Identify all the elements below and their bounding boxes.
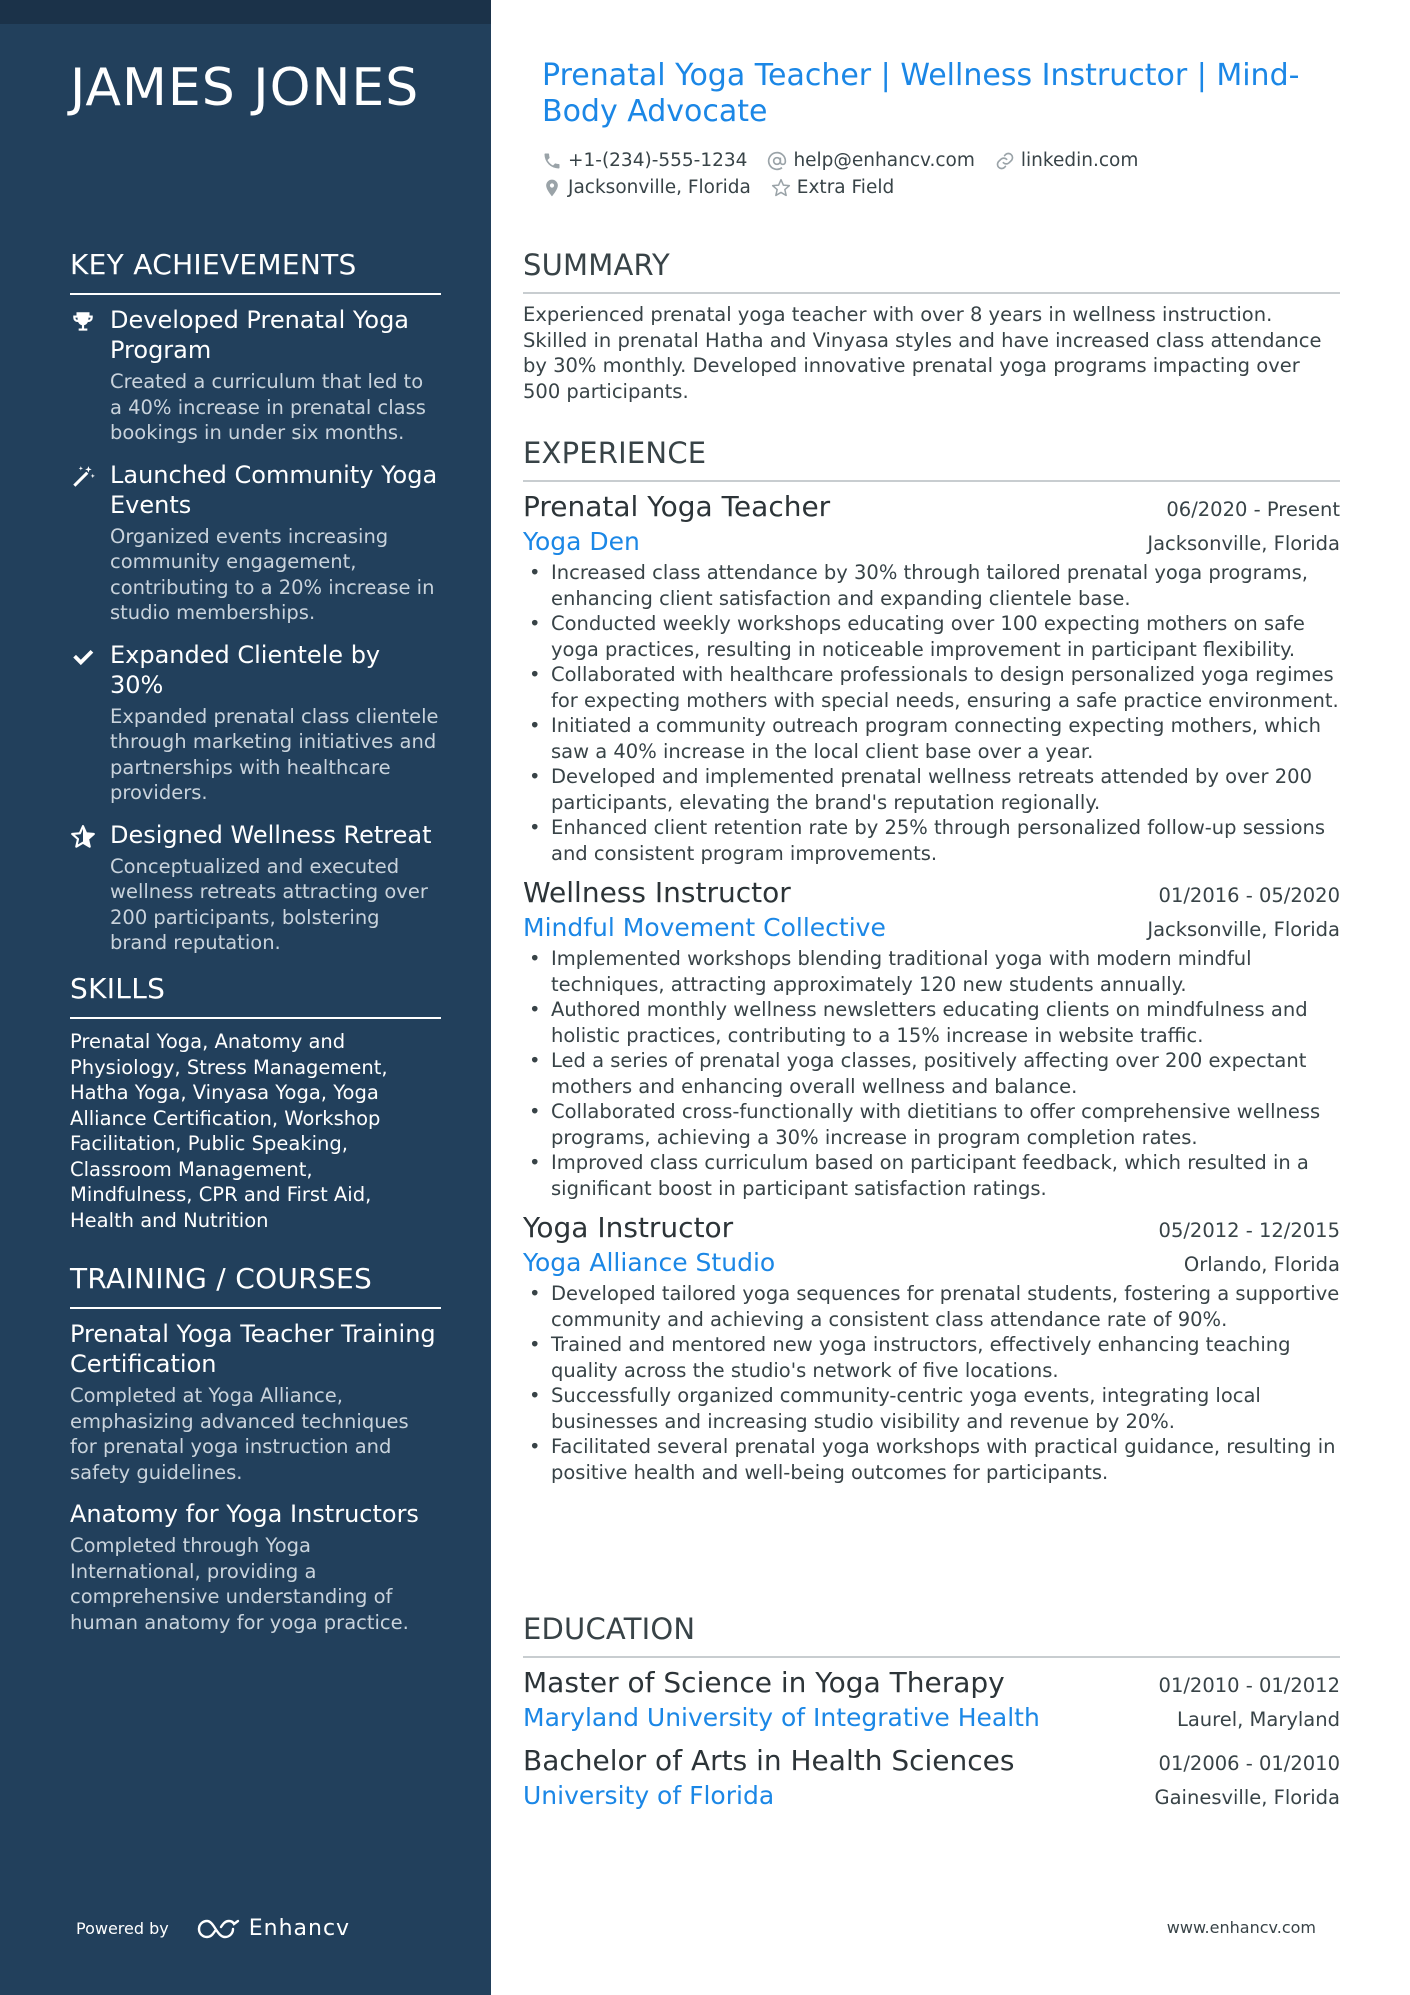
experience-section bbox=[523, 436, 1340, 1495]
course-desc: Completed at Yoga Alliance, emphasizing advanced techniques for prenatal yoga instruction and safety guidelines. bbox=[70, 1384, 409, 1484]
degree: Bachelor of Arts in Health Sciences bbox=[523, 1744, 1015, 1777]
training-title: TRAINING / COURSES bbox=[70, 1262, 441, 1309]
achievement-item bbox=[70, 820, 441, 956]
linkedin-text: linkedin.com bbox=[1020, 150, 1139, 171]
job-dates: 05/2012 - 12/2015 bbox=[1158, 1219, 1340, 1242]
achievement-title: Developed Prenatal Yoga Program bbox=[110, 306, 410, 364]
job-bullets bbox=[523, 946, 1340, 1201]
job-bullet: • Collaborated cross-functionally with dietitians to offer comprehensive wellness programs, achieving a 30% increase in program completion rates. bbox=[523, 1099, 1340, 1150]
enhancv-logo[interactable] bbox=[195, 1916, 350, 1941]
contact-row-1 bbox=[542, 150, 1138, 171]
job-bullet: • Collaborated with healthcare professionals to design personalized yoga regimes for expecting mothers with special needs, ensuring a safe practice environment. bbox=[523, 662, 1340, 713]
job-entry bbox=[523, 1211, 1340, 1485]
enhancv-logo-icon bbox=[195, 1917, 241, 1941]
key-achievements-section bbox=[70, 248, 441, 970]
contact-location bbox=[542, 177, 751, 198]
job-bullet: • Facilitated several prenatal yoga workshops with practical guidance, resulting in positive health and well-being outcomes for participants. bbox=[523, 1434, 1340, 1485]
education-entry bbox=[523, 1666, 1340, 1732]
phone-text: +1-(234)-555-1234 bbox=[568, 150, 748, 171]
contact-linkedin[interactable] bbox=[995, 150, 1138, 171]
checkmark-icon bbox=[70, 644, 96, 670]
job-bullet: • Increased class attendance by 30% through tailored prenatal yoga programs, enhancing client satisfaction and expanding clientele base. bbox=[523, 560, 1340, 611]
achievement-item bbox=[70, 460, 441, 626]
achievement-title: Designed Wellness Retreat bbox=[110, 820, 432, 849]
education-title: EDUCATION bbox=[523, 1612, 1340, 1658]
footer-url[interactable]: www.enhancv.com bbox=[1166, 1918, 1316, 1937]
summary-section bbox=[523, 248, 1340, 404]
job-title: Yoga Instructor bbox=[523, 1211, 734, 1244]
course-desc: Completed through Yoga International, providing a comprehensive understanding of human anatomy for yoga practice. bbox=[70, 1534, 409, 1634]
job-location: Orlando, Florida bbox=[1183, 1253, 1340, 1276]
edu-dates: 01/2006 - 01/2010 bbox=[1158, 1752, 1340, 1775]
achievement-desc: Conceptualized and executed wellness retreats attracting over 200 participants, bolstering brand reputation. bbox=[110, 854, 428, 954]
job-dates: 01/2016 - 05/2020 bbox=[1158, 884, 1340, 907]
skills-section bbox=[70, 972, 441, 1233]
edu-location: Gainesville, Florida bbox=[1154, 1786, 1340, 1809]
training-section bbox=[70, 1262, 441, 1649]
job-company: Yoga Alliance Studio bbox=[523, 1248, 776, 1277]
job-bullets bbox=[523, 1281, 1340, 1485]
job-bullet: • Trained and mentored new yoga instructors, effectively enhancing teaching quality across the studio's network of five locations. bbox=[523, 1332, 1340, 1383]
job-bullet: • Implemented workshops blending traditional yoga with modern mindful techniques, attracting approximately 120 new students annually. bbox=[523, 946, 1340, 997]
achievement-desc: Organized events increasing community engagement, contributing to a 20% increase in studio memberships. bbox=[110, 524, 435, 624]
achievement-item bbox=[70, 640, 441, 806]
course-title: Anatomy for Yoga Instructors bbox=[70, 1500, 419, 1528]
experience-title: EXPERIENCE bbox=[523, 436, 1340, 482]
job-bullet: • Developed tailored yoga sequences for prenatal students, fostering a supportive community and achieving a consistent class attendance rate of 90%. bbox=[523, 1281, 1340, 1332]
achievement-desc: Created a curriculum that led to a 40% increase in prenatal class bookings in under six months. bbox=[110, 370, 426, 444]
school: University of Florida bbox=[523, 1781, 775, 1810]
job-bullet: • Led a series of prenatal yoga classes, positively affecting over 200 expectant mothers and enhancing overall wellness and balance. bbox=[523, 1048, 1340, 1099]
education-entry bbox=[523, 1744, 1340, 1810]
course-title: Prenatal Yoga Teacher Training Certification bbox=[70, 1320, 436, 1378]
extra-text: Extra Field bbox=[796, 177, 895, 198]
degree: Master of Science in Yoga Therapy bbox=[523, 1666, 1005, 1699]
edu-dates: 01/2010 - 01/2012 bbox=[1158, 1674, 1340, 1697]
powered-by bbox=[76, 1916, 350, 1941]
location-text: Jacksonville, Florida bbox=[568, 177, 751, 198]
course-item bbox=[70, 1319, 441, 1485]
enhancv-brand: Enhancv bbox=[248, 1916, 351, 1941]
location-pin-icon bbox=[542, 178, 562, 198]
contact-email[interactable] bbox=[767, 150, 974, 171]
job-bullet: • Initiated a community outreach program connecting expecting mothers, which saw a 40% increase in the local client base over a year. bbox=[523, 713, 1340, 764]
job-location: Jacksonville, Florida bbox=[1147, 918, 1340, 941]
achievement-title: Launched Community Yoga Events bbox=[110, 460, 438, 519]
candidate-name: JAMES JONES bbox=[70, 58, 420, 118]
job-bullets bbox=[523, 560, 1340, 866]
contact-row-2 bbox=[542, 177, 894, 198]
summary-text: Experienced prenatal yoga teacher with over 8 years in wellness instruction. Skilled in prenatal Hatha and Vinyasa styles and have increased class attendance by 30% monthly. Developed innovative prenatal yoga programs impacting over 500 participants. bbox=[523, 303, 1322, 403]
job-bullet: • Developed and implemented prenatal wellness retreats attended by over 200 participants, elevating the brand's reputation regionally. bbox=[523, 764, 1340, 815]
at-sign-icon bbox=[767, 151, 787, 171]
sidebar bbox=[0, 0, 491, 1995]
job-title: Wellness Instructor bbox=[523, 876, 791, 909]
skills-title: SKILLS bbox=[70, 972, 441, 1019]
job-dates: 06/2020 - Present bbox=[1166, 498, 1340, 521]
phone-icon bbox=[542, 151, 562, 171]
job-bullet: • Successfully organized community-centric yoga events, integrating local businesses and increasing studio visibility and revenue by 20%. bbox=[523, 1383, 1340, 1434]
job-entry bbox=[523, 876, 1340, 1201]
sidebar-top-strip bbox=[0, 0, 491, 24]
contact-phone[interactable] bbox=[542, 150, 747, 171]
link-icon bbox=[995, 151, 1015, 171]
job-bullet: • Authored monthly wellness newsletters educating clients on mindfulness and holistic practices, contributing to a 15% increase in website traffic. bbox=[523, 997, 1340, 1048]
key-achievements-title: KEY ACHIEVEMENTS bbox=[70, 248, 441, 295]
achievement-title: Expanded Clientele by 30% bbox=[110, 640, 381, 699]
headline: Prenatal Yoga Teacher | Wellness Instructor | Mind-Body Advocate bbox=[542, 58, 1300, 129]
school: Maryland University of Integrative Health bbox=[523, 1703, 1040, 1732]
star-icon bbox=[70, 824, 96, 850]
magic-wand-icon bbox=[70, 464, 96, 490]
job-entry bbox=[523, 490, 1340, 866]
job-bullet: • Improved class curriculum based on participant feedback, which resulted in a significant boost in participant satisfaction ratings. bbox=[523, 1150, 1340, 1201]
edu-location: Laurel, Maryland bbox=[1176, 1708, 1340, 1731]
job-bullet: • Conducted weekly workshops educating over 100 expecting mothers on safe yoga practices, resulting in noticeable improvement in participant flexibility. bbox=[523, 611, 1340, 662]
education-section bbox=[523, 1612, 1340, 1822]
job-company: Yoga Den bbox=[523, 527, 640, 556]
job-company: Mindful Movement Collective bbox=[523, 913, 886, 942]
job-bullet: • Enhanced client retention rate by 25% through personalized follow-up sessions and consistent program improvements. bbox=[523, 815, 1340, 866]
star-outline-icon bbox=[771, 178, 791, 198]
course-item bbox=[70, 1499, 441, 1635]
summary-title: SUMMARY bbox=[523, 248, 1340, 294]
trophy-icon bbox=[70, 309, 96, 335]
achievement-desc: Expanded prenatal class clientele through marketing initiatives and partnerships with healthcare providers. bbox=[110, 704, 439, 804]
email-text: help@enhancv.com bbox=[793, 150, 975, 171]
skills-list: Prenatal Yoga, Anatomy and Physiology, Stress Management, Hatha Yoga, Vinyasa Yoga, Yoga Alliance Certification, Workshop Facilitation, Public Speaking, Classroom Management, Mindfulness, CPR and First Aid, Health and Nutrition bbox=[70, 1030, 388, 1232]
contact-extra bbox=[771, 177, 894, 198]
achievement-item bbox=[70, 305, 441, 446]
job-title: Prenatal Yoga Teacher bbox=[523, 490, 831, 523]
powered-by-label: Powered by bbox=[76, 1919, 169, 1938]
job-location: Jacksonville, Florida bbox=[1147, 532, 1340, 555]
